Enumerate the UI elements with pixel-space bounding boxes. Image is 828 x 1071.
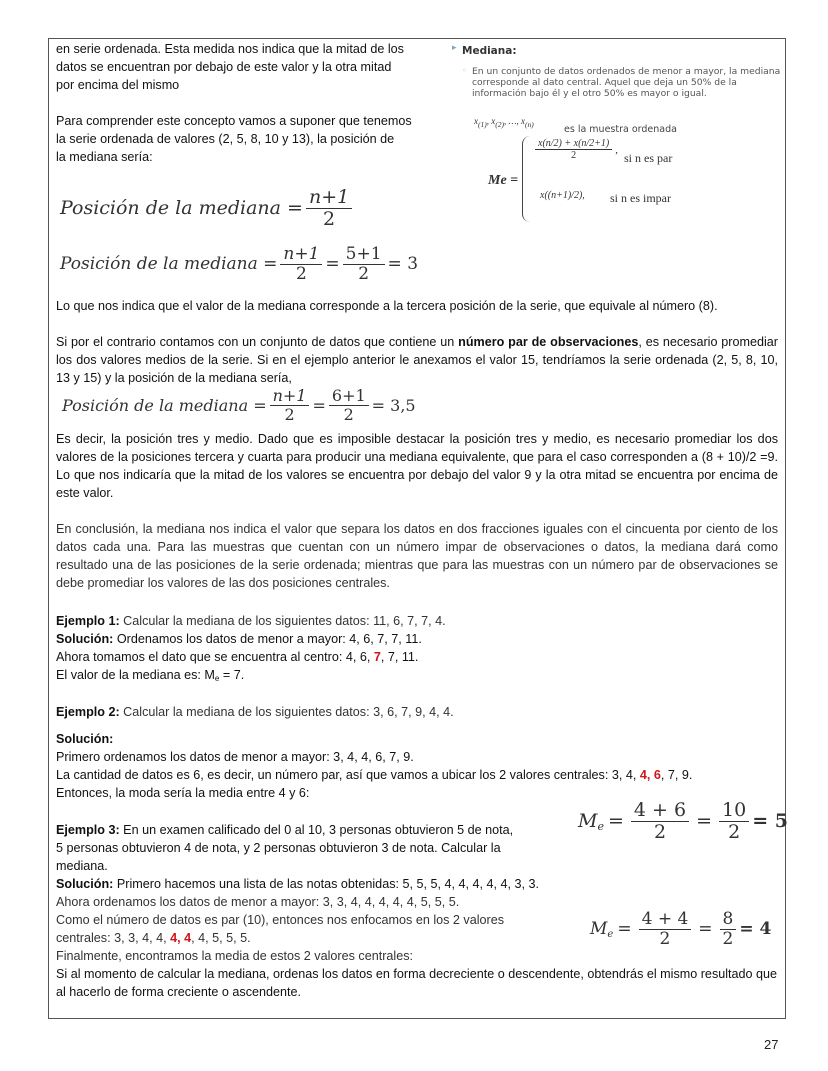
inset-description: En un conjunto de datos ordenados de menor a mayor, la mediana corresponde al dato central. Aquel que deja un 50% de la información bajo él y el otro 50% es mayor o igual. (472, 66, 781, 99)
text-span: La cantidad de datos es 6, es decir, un número par, así que vamos a ubicar los 2 valores centrales: 3, 4, (56, 768, 640, 782)
numerator: 6+1 (329, 387, 369, 406)
median-symbol: M (590, 919, 608, 940)
example-setup-paragraph (56, 112, 436, 166)
inset-cond-odd: si n es impar (610, 191, 671, 205)
text-span: Si por el contrario contamos con un conjunto de datos que contiene un (56, 335, 459, 349)
numerator: 8 (720, 910, 737, 930)
solution-label: Solución: (56, 632, 114, 646)
numerator: n+1 (270, 387, 310, 406)
result-paragraph: Lo que nos indica que el valor de la mediana corresponde a la tercera posición de la serie, que equivale al número (8). (56, 299, 718, 313)
denominator: 2 (295, 263, 307, 284)
bold-term: número par de observaciones (458, 335, 639, 349)
highlight-value: 4, 4 (170, 931, 192, 945)
text-span: El valor de la mediana es: M (56, 668, 215, 682)
text-span: Ahora tomamos el dato que se encuentra al centro: 4, 6, (56, 650, 374, 664)
text-span: Ordenamos los datos de menor a mayor: 4, 6, 7, 7, 11. (113, 632, 422, 646)
inset-title: Mediana: (462, 45, 517, 57)
example-3 (56, 821, 576, 965)
example-3-equation: M e = $\frac{4 + 4}{2}$ = $\frac{8}{2}$ = 4 (590, 909, 772, 949)
median-symbol: M (578, 810, 598, 833)
example-1-solution (56, 630, 778, 648)
formula-label: Posición de la mediana = (62, 395, 267, 415)
denominator: 2 (659, 928, 671, 949)
equation-result: = 4 (739, 919, 772, 940)
sorted-line: Ahora ordenamos los datos de menor a mayor: 3, 3, 4, 4, 4, 4, 4, 5, 5, 5. (56, 895, 460, 909)
text-span: Calcular la mediana de los siguientes datos: 3, 6, 7, 9, 4, 4. (119, 705, 454, 719)
denominator: 2 (722, 928, 734, 949)
highlight-value: 4, 6 (639, 768, 661, 782)
numerator: 10 (719, 800, 749, 822)
denominator: 2 (358, 263, 370, 284)
denominator: 2 (728, 820, 741, 843)
intro-line: en serie ordenada. Esta medida nos indica que la mitad de los (56, 42, 404, 56)
equation-result: = 5 (752, 810, 788, 833)
formula-label: Posición de la mediana = (60, 197, 303, 220)
example-1 (56, 612, 778, 688)
intro-line: Para comprender este concepto vamos a suponer que tenemos (56, 114, 412, 128)
inset-me-label: Me = (488, 173, 519, 188)
text-span: , 7, 9. (660, 768, 693, 782)
intro-line: la mediana sería: (56, 150, 153, 164)
inset-case-even: $\frac{x(n/2) + x(n/2+1)}{2}$ , (532, 138, 618, 161)
fraction (270, 387, 310, 423)
intro-line: datos se encuentran por debajo de este valor y la otra mitad (56, 60, 392, 74)
solution-label: Solución: (56, 877, 114, 891)
example-2-equation: M e = $\frac{4 + 6}{2}$ = $\frac{10}{2}$ = 5 (578, 799, 788, 843)
subscript: e (214, 674, 220, 683)
case-odd-expr: x((n+1)/2), (540, 190, 585, 201)
solution-line: Entonces, la moda sería la media entre 4 y 6: (56, 786, 310, 800)
denominator: 2 (653, 820, 667, 843)
subscript: e (597, 819, 604, 833)
numerator: n+1 (280, 245, 322, 265)
inset-sample-formula: $x_{(1)}$, $x_{(2)}$, …, $x_{(n)}$ (474, 116, 534, 129)
intro-line: por encima del mismo (56, 78, 180, 92)
numerator: 4 + 6 (631, 800, 689, 822)
example-2-statement (56, 703, 778, 721)
even-line: Como el número de datos es par (10), entonces nos enfocamos en los 2 valores (56, 913, 505, 927)
mediana-definition-inset (448, 38, 786, 228)
denominator: 2 (323, 207, 336, 230)
statement-line: 5 personas obtuvieron 4 de nota, y 2 personas obtuvieron 3 de nota. Calcular la (56, 841, 501, 855)
example-label: Ejemplo 2: (56, 705, 120, 719)
statement-line: mediana. (56, 859, 108, 873)
text-span: En un examen calificado del 0 al 10, 3 personas obtuvieron 5 de nota, (119, 823, 514, 837)
example-3-solution (56, 875, 576, 893)
inset-case-odd (540, 190, 585, 201)
formula-position-odd: Posición de la mediana = $\frac{n+1}{2}$ = $\frac{5+1}{2}$ = 3 (60, 244, 419, 284)
conclusion-paragraph: En conclusión, la mediana nos indica el valor que separa los datos en dos fracciones iguales con el cincuenta por ciento de los datos cada una. Para las muestras que cuentan con un número impar de observaciones o datos, la mediana dará como resultado una de las posiciones de la serie ordenada; mientras que para las muestras con un número par de observaciones se debe promediar los valores de las dos posiciones centrales. (56, 522, 778, 590)
formula-label: Posición de la mediana = (60, 254, 278, 275)
fraction (631, 800, 689, 843)
example-2-solution (56, 730, 778, 802)
explanation-paragraph: Es decir, la posición tres y medio. Dado que es imposible destacar la posición tres y medio, es necesario promediar los dos valores de la posiciones tercera y cuarta para producir una mediana equivalente, que para el caso corresponden a (8 + 10)/2 =9. Lo que nos indicaría que la mitad de los valores se encuentra por debajo del valor 9 y la otra mitad se encuentra por encima de este valor. (56, 432, 778, 500)
numerator: 4 + 4 (639, 910, 692, 930)
example-1-center (56, 648, 778, 666)
intro-paragraph (56, 40, 436, 94)
ascending-note: Si al momento de calcular la mediana, ordenas los datos en forma decreciente o descendente, obtendrás el mismo resultado que al hacerlo de forma creciente o ascendente. (56, 967, 778, 999)
solution-line (56, 766, 778, 784)
fraction (280, 245, 322, 283)
fraction (306, 187, 352, 230)
fraction (343, 245, 385, 283)
denominator: 2 (343, 404, 354, 424)
fraction (720, 910, 737, 948)
numerator: n+1 (306, 187, 352, 209)
example-label: Ejemplo 3: (56, 823, 120, 837)
example-1-statement (56, 612, 778, 630)
even-observations-paragraph (56, 333, 778, 387)
inset-cond-even: si n es par (624, 151, 673, 165)
page-number: 27 (764, 1037, 779, 1052)
final-line: Finalmente, encontramos la media de estos 2 valores centrales: (56, 949, 414, 963)
piecewise-brace (522, 136, 531, 222)
solution-label: Solución: (56, 732, 114, 746)
case-even-denominator: 2 (571, 150, 577, 161)
highlight-value: 7 (373, 650, 381, 664)
numerator: 5+1 (343, 245, 385, 265)
even-line (56, 929, 576, 947)
triangle-bullet-icon: ▸ (452, 43, 457, 53)
example-1-value (56, 666, 778, 688)
intro-line: la serie ordenada de valores (2, 5, 8, 10 y 13), la posición de (56, 132, 395, 146)
inset-sample-label: es la muestra ordenada (564, 124, 677, 135)
denominator: 2 (284, 404, 295, 424)
text-span: Primero hacemos una lista de las notas obtenidas: 5, 5, 5, 4, 4, 4, 4, 4, 3, 3. (113, 877, 540, 891)
text-span: , 7, 11. (380, 650, 419, 664)
text-span: = 7. (219, 668, 245, 682)
dot-bullet-icon: ◦ (462, 66, 467, 75)
fraction (719, 800, 749, 843)
text-span: , es necesario promediar los dos valores medios de la serie. Si en el ejemplo anterior le anexamos el valor 15, tendríamos la serie ordenada (2, 5, 8, 10, 13 y 15) y la posición de la mediana sería, (56, 335, 778, 385)
solution-line: Primero ordenamos los datos de menor a mayor: 3, 4, 4, 6, 7, 9. (56, 750, 414, 764)
formula-result: = 3,5 (371, 395, 416, 415)
subscript: e (607, 928, 614, 940)
fraction (639, 910, 692, 948)
text-span: centrales: 3, 3, 4, 4, (56, 931, 171, 945)
formula-position-even: Posición de la mediana = $\frac{n+1}{2}$ = $\frac{6+1}{2}$ = 3,5 (62, 386, 416, 424)
text-span: , 4, 5, 5, 5. (191, 931, 251, 945)
formula-position-general (60, 187, 355, 230)
fraction (329, 387, 369, 423)
example-label: Ejemplo 1: (56, 614, 120, 628)
example-3-statement (56, 821, 576, 839)
text-span: Calcular la mediana de los siguientes datos: 11, 6, 7, 7, 4. (119, 614, 446, 628)
formula-result: = 3 (387, 254, 419, 275)
case-even-numerator: x(n/2) + x(n/2+1) (535, 138, 612, 150)
